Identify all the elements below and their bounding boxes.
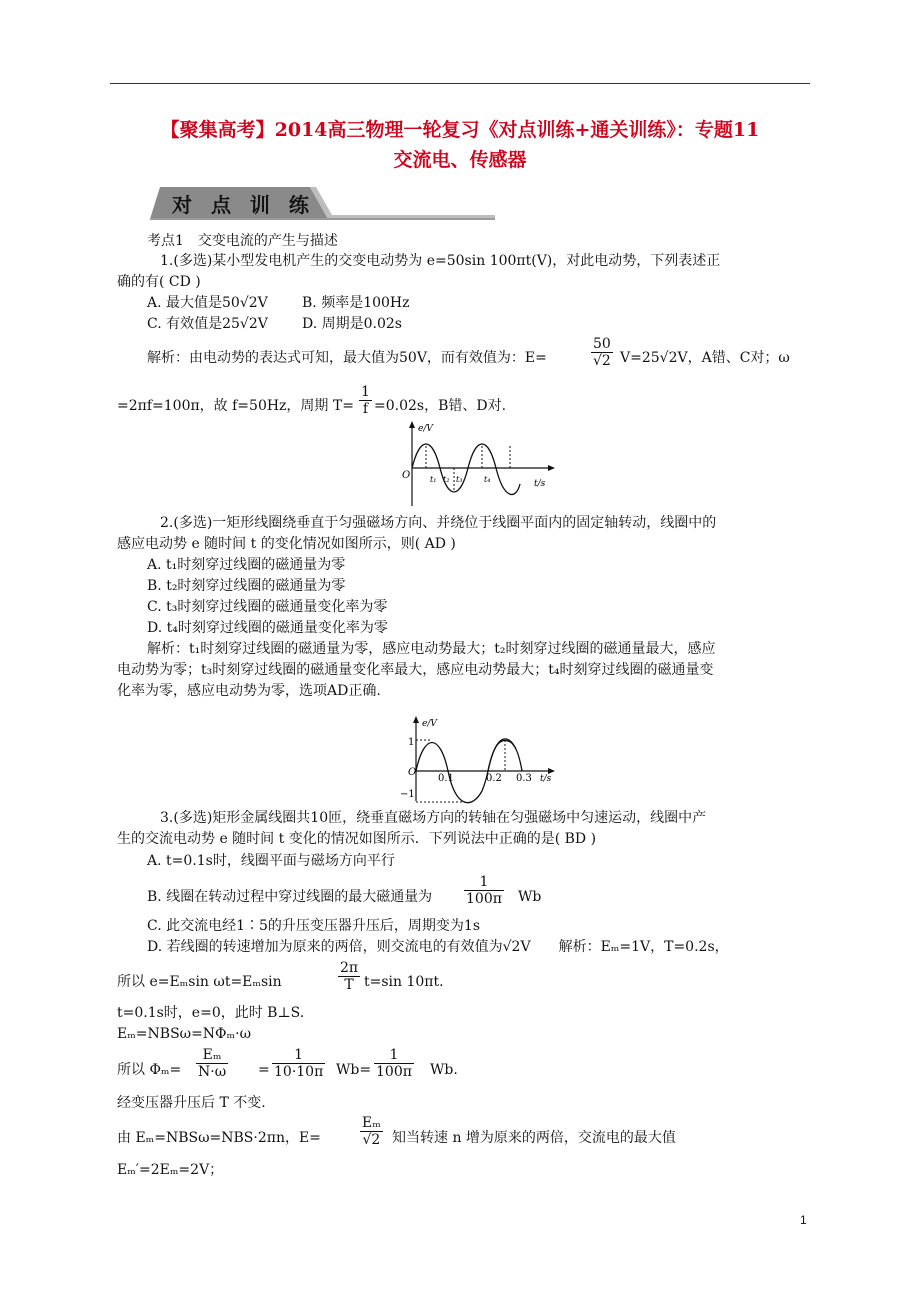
q3-option-b-fraction bbox=[464, 874, 504, 907]
tick-label: t₁ bbox=[430, 475, 437, 484]
q1-option-c: C. 有效值是25√2V bbox=[147, 316, 268, 332]
page-number: 1 bbox=[800, 1213, 807, 1227]
q1-solution-part-2: V=25√2V，A错、C对；ω bbox=[620, 350, 790, 366]
q1-option-b: B. 频率是100Hz bbox=[302, 295, 410, 311]
y-axis-label: e/V bbox=[418, 424, 433, 434]
y-tick-bottom: −1 bbox=[400, 789, 415, 800]
q3-solution-line-1-end: t=sin 10πt. bbox=[364, 974, 444, 990]
fraction-numerator: 2π bbox=[340, 960, 359, 976]
q3-solution-line-4: 所以 Φₘ= bbox=[117, 1062, 182, 1078]
q3-solution-line-6: 由 Eₘ=NBSω=NBS·2πn，E= bbox=[117, 1130, 321, 1146]
q2-solution-line-3: 化率为零，感应电动势为零，选项AD正确. bbox=[117, 683, 381, 699]
tick-label: t₄ bbox=[484, 475, 491, 484]
q1-solution-part-4: =0.02s，B错、D对. bbox=[374, 398, 507, 414]
q1-solution-fraction bbox=[591, 336, 613, 369]
q3-solution-line-1: 所以 e=Eₘsin ωt=Eₘsin bbox=[117, 974, 282, 990]
x-axis-arrow-icon bbox=[548, 465, 555, 471]
q3-solution-line-3: Eₘ=NBSω=NΦₘ·ω bbox=[117, 1026, 251, 1042]
q1-stem-line-1: 1.(多选)某小型发电机产生的交变电动势为 e=50sin 100πt(V)，对此电动势，下列表述正 bbox=[160, 253, 721, 269]
fraction-denominator: 100π bbox=[376, 1064, 412, 1080]
q2-solution-line-2: 电动势为零；t₃时刻穿过线圈的磁通量变化率最大，感应电动势最大；t₄时刻穿过线圈的磁通量变 bbox=[117, 662, 714, 678]
y-axis-label: e/V bbox=[422, 719, 437, 729]
fraction-denominator: √2 bbox=[362, 1132, 381, 1148]
fraction-denominator: N·ω bbox=[198, 1064, 227, 1080]
tick-label: 0.2 bbox=[486, 773, 502, 784]
y-tick-top: 1 bbox=[408, 737, 415, 748]
q3-solution-fraction-effective bbox=[360, 1115, 383, 1148]
q1-stem-line-2: 确的有( CD ) bbox=[117, 274, 201, 290]
q3-solution-line-6-end: 知当转速 n 增为原来的两倍，交流电的最大值 bbox=[392, 1130, 676, 1146]
q3-option-b-unit: Wb bbox=[518, 889, 542, 905]
wave-curve bbox=[412, 444, 520, 495]
q2-option-c: C. t₃时刻穿过线圈的磁通量变化率为零 bbox=[147, 599, 388, 615]
tick-label: 0.1 bbox=[438, 773, 454, 784]
q2-stem-line-2: 感应电动势 e 随时间 t 的变化情况如图所示，则( AD ) bbox=[117, 536, 456, 552]
q3-option-a: A. t=0.1s时，线圈平面与磁场方向平行 bbox=[147, 853, 395, 869]
fraction-numerator: Eₘ bbox=[196, 1047, 228, 1064]
q3-solution-line-4-end: Wb. bbox=[430, 1062, 458, 1078]
section-heading: 考点1 交变电流的产生与描述 bbox=[147, 233, 338, 249]
q3-option-c: C. 此交流电经1∶5的升压变压器升压后，周期变为1s bbox=[147, 918, 481, 934]
fraction-denominator: 10·10π bbox=[274, 1064, 324, 1080]
q1-option-a: A. 最大值是50√2V bbox=[147, 295, 268, 311]
x-axis-label: t/s bbox=[534, 479, 546, 489]
title-line-1: 【聚集高考】2014高三物理一轮复习《对点训练+通关训练》：专题11 bbox=[160, 119, 760, 141]
q1-option-d: D. 周期是0.02s bbox=[302, 316, 402, 332]
q3-solution-fraction-result bbox=[374, 1047, 414, 1080]
q3-solution-line-5: 经变压器升压后 T 不变. bbox=[117, 1095, 266, 1111]
fraction-numerator: 1 bbox=[464, 874, 504, 891]
origin-label: O bbox=[408, 767, 417, 778]
q3-solution-line-7: Eₘ′=2Eₘ=2V； bbox=[117, 1162, 224, 1178]
tick-label: 0.3 bbox=[516, 773, 532, 784]
equals-sign: = bbox=[258, 1062, 270, 1078]
q1-solution-part-1: 解析：由电动势的表达式可知，最大值为50V，而有效值为：E= bbox=[147, 350, 547, 366]
title-line-2: 交流电、传感器 bbox=[393, 149, 527, 171]
q3-stem-line-2: 生的交流电动势 e 随时间 t 变化的情况如图所示．下列说法中正确的是( BD ) bbox=[117, 831, 597, 847]
section-banner-label: 对 点 训 练 bbox=[172, 193, 315, 217]
figure-emf-wave-1 bbox=[398, 420, 558, 510]
q3-solution-line-2: t=0.1s时，e=0，此时 B⊥S. bbox=[117, 1005, 305, 1021]
x-axis-label: t/s bbox=[540, 774, 552, 784]
q2-option-b: B. t₂时刻穿过线圈的磁通量为零 bbox=[147, 578, 346, 594]
fraction-denominator: √2 bbox=[593, 353, 611, 369]
document-title bbox=[110, 115, 810, 175]
header-rule bbox=[110, 83, 810, 84]
q3-solution-fraction-omega bbox=[338, 960, 360, 993]
figure-emf-wave-2 bbox=[372, 715, 562, 805]
q3-solution-fraction-value bbox=[272, 1047, 325, 1080]
q3-solution-fraction-flux bbox=[196, 1047, 228, 1080]
q2-option-a: A. t₁时刻穿过线圈的磁通量为零 bbox=[147, 557, 346, 573]
q2-option-d: D. t₄时刻穿过线圈的磁通量变化率为零 bbox=[147, 620, 388, 636]
fraction-numerator: 1 bbox=[361, 384, 370, 400]
fraction-numerator: 1 bbox=[374, 1047, 414, 1064]
fraction-denominator: T bbox=[344, 977, 354, 993]
q3-option-d: D. 若线圈的转速增加为原来的两倍，则交流电的有效值为√2V 解析：Eₘ=1V，T=0.2s， bbox=[147, 939, 729, 955]
q2-solution-line-1: 解析：t₁时刻穿过线圈的磁通量为零，感应电动势最大；t₂时刻穿过线圈的磁通量最大，感应 bbox=[147, 641, 716, 657]
q3-stem-line-1: 3.(多选)矩形金属线圈共10匝，绕垂直磁场方向的转轴在匀强磁场中匀速运动，线圈中产 bbox=[160, 810, 707, 826]
origin-label: O bbox=[402, 470, 411, 481]
tick-label: t₃ bbox=[456, 475, 463, 484]
fraction-denominator: 100π bbox=[466, 891, 502, 907]
q1-solution-part-3: =2πf=100π，故 f=50Hz，周期 T= bbox=[117, 398, 354, 414]
y-axis-arrow-icon bbox=[413, 716, 419, 723]
fraction-numerator: 1 bbox=[272, 1047, 325, 1064]
fraction-numerator: 50 bbox=[593, 336, 611, 352]
q3-solution-line-4-middle: Wb= bbox=[336, 1062, 372, 1078]
fraction-denominator: f bbox=[362, 401, 369, 417]
q1-solution-fraction-period bbox=[359, 384, 372, 417]
tick-label: t₂ bbox=[443, 475, 450, 484]
q3-option-b: B. 线圈在转动过程中穿过线圈的最大磁通量为 bbox=[147, 889, 433, 905]
q2-stem-line-1: 2.(多选)一矩形线圈绕垂直于匀强磁场方向、并绕位于线圈平面内的固定轴转动，线圈中的 bbox=[160, 515, 717, 531]
y-axis-arrow-icon bbox=[409, 421, 415, 428]
fraction-numerator: Eₘ bbox=[362, 1115, 381, 1131]
